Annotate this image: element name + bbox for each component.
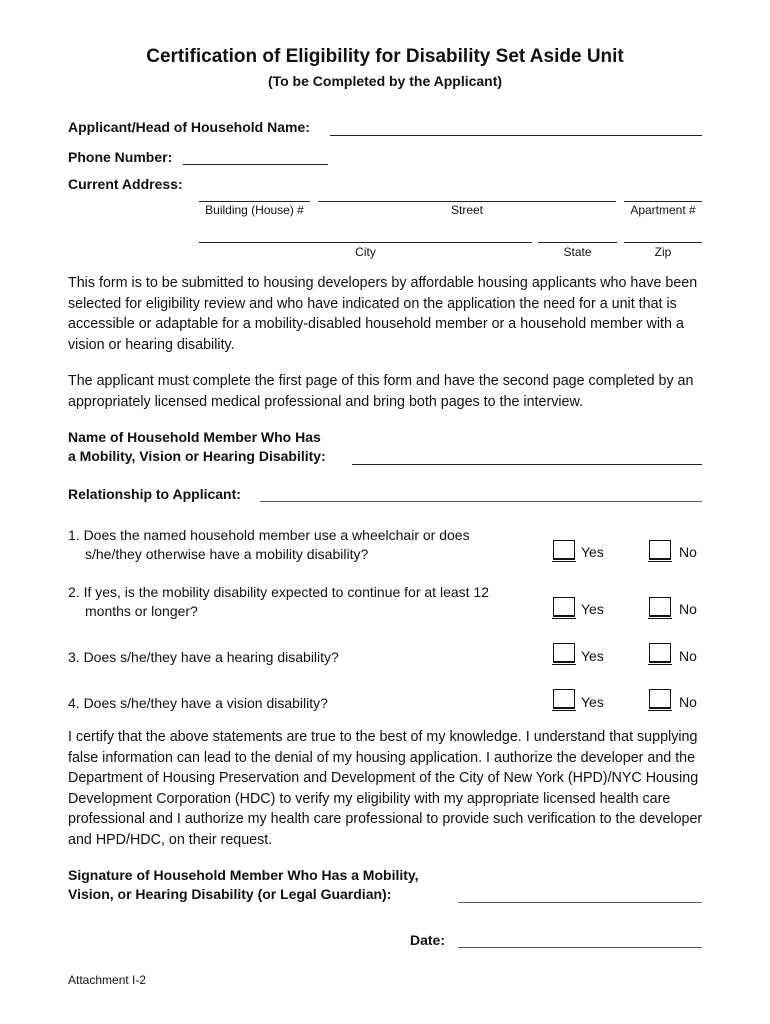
state-field[interactable] <box>538 242 617 243</box>
question-3 <box>68 648 339 667</box>
question-2-line1: 2. If yes, is the mobility disability expected to continue for at least 12 <box>68 584 489 600</box>
building-field[interactable] <box>199 201 310 202</box>
q3-no-label: No <box>679 648 697 664</box>
q1-no-checkbox[interactable] <box>649 540 671 560</box>
q3-yes-label: Yes <box>581 648 604 664</box>
q1-yes-checkbox[interactable] <box>553 540 575 560</box>
q3-yes-checkbox[interactable] <box>553 643 575 663</box>
intro-paragraph: This form is to be submitted to housing developers by affordable housing applicants who have been selected for eligibility review and who have indicated on the application the need for a unit that is accessible or adaptable for a mobility-disabled household member or a household member with a vision or hearing disability. <box>68 275 698 353</box>
date-label: Date: <box>410 932 446 948</box>
relationship-label: Relationship to Applicant: <box>68 486 241 502</box>
member-name-label-line1: Name of Household Member Who Has <box>68 429 321 445</box>
street-caption: Street <box>450 203 483 217</box>
phone-label: Phone Number: <box>68 149 173 165</box>
signature-label-line2: Vision, or Hearing Disability (or Legal Guardian): <box>68 886 392 902</box>
certification-paragraph: I certify that the above statements are true to the best of my knowledge. I understand that supplying false information can lead to the denial of my housing application. I authorize the developer and the Department of Housing Preservation and Development of the City of New York (HPD)/NYC Housing Development Corporation (HDC) to verify my eligibility with my appropriate licensed health care professional and I authorize my health care professional to provide such verification to the developer and HPD/HDC, on their request. <box>68 729 703 848</box>
question-4-line1: 4. Does s/he/they have a vision disability? <box>68 695 328 711</box>
instructions-paragraph: The applicant must complete the first page of this form and have the second page completed by an appropriately licensed medical professional and bring both pages to the interview. <box>68 373 694 410</box>
building-caption: Building (House) # <box>205 203 304 217</box>
member-name-field[interactable] <box>352 464 702 465</box>
zip-field[interactable] <box>624 242 702 243</box>
question-2 <box>68 583 489 621</box>
relationship-field[interactable] <box>260 501 702 502</box>
q4-yes-label: Yes <box>581 694 604 710</box>
apartment-caption: Apartment # <box>630 203 696 217</box>
q2-no-checkbox[interactable] <box>649 597 671 617</box>
q3-no-checkbox[interactable] <box>649 643 671 663</box>
zip-caption: Zip <box>654 245 672 259</box>
applicant-name-label: Applicant/Head of Household Name: <box>68 119 310 135</box>
form-title: Certification of Eligibility for Disability Set Aside Unit <box>146 46 624 67</box>
q4-no-checkbox[interactable] <box>649 689 671 709</box>
state-caption: State <box>563 245 592 259</box>
apartment-field[interactable] <box>624 201 702 202</box>
phone-field[interactable] <box>183 164 328 165</box>
q2-no-label: No <box>679 601 697 617</box>
footer-attachment: Attachment I-2 <box>68 973 147 987</box>
q2-yes-label: Yes <box>581 601 604 617</box>
member-name-label-line2: a Mobility, Vision or Hearing Disability: <box>68 448 326 464</box>
question-1 <box>68 526 470 564</box>
address-label: Current Address: <box>68 176 183 192</box>
applicant-name-field[interactable] <box>330 135 702 136</box>
signature-field[interactable] <box>458 902 702 903</box>
question-3-line1: 3. Does s/he/they have a hearing disability? <box>68 649 339 665</box>
date-field[interactable] <box>458 947 702 948</box>
city-caption: City <box>355 245 376 259</box>
q1-no-label: No <box>679 544 697 560</box>
form-subtitle: (To be Completed by the Applicant) <box>267 73 503 89</box>
city-field[interactable] <box>199 242 532 243</box>
question-1-line1: 1. Does the named household member use a wheelchair or does <box>68 527 470 543</box>
question-2-line2: months or longer? <box>85 603 198 619</box>
q4-no-label: No <box>679 694 697 710</box>
q1-yes-label: Yes <box>581 544 604 560</box>
q2-yes-checkbox[interactable] <box>553 597 575 617</box>
question-1-line2: s/he/they otherwise have a mobility disability? <box>85 546 369 562</box>
question-4 <box>68 694 328 713</box>
q4-yes-checkbox[interactable] <box>553 689 575 709</box>
street-field[interactable] <box>318 201 616 202</box>
signature-label-line1: Signature of Household Member Who Has a Mobility, <box>68 867 419 883</box>
